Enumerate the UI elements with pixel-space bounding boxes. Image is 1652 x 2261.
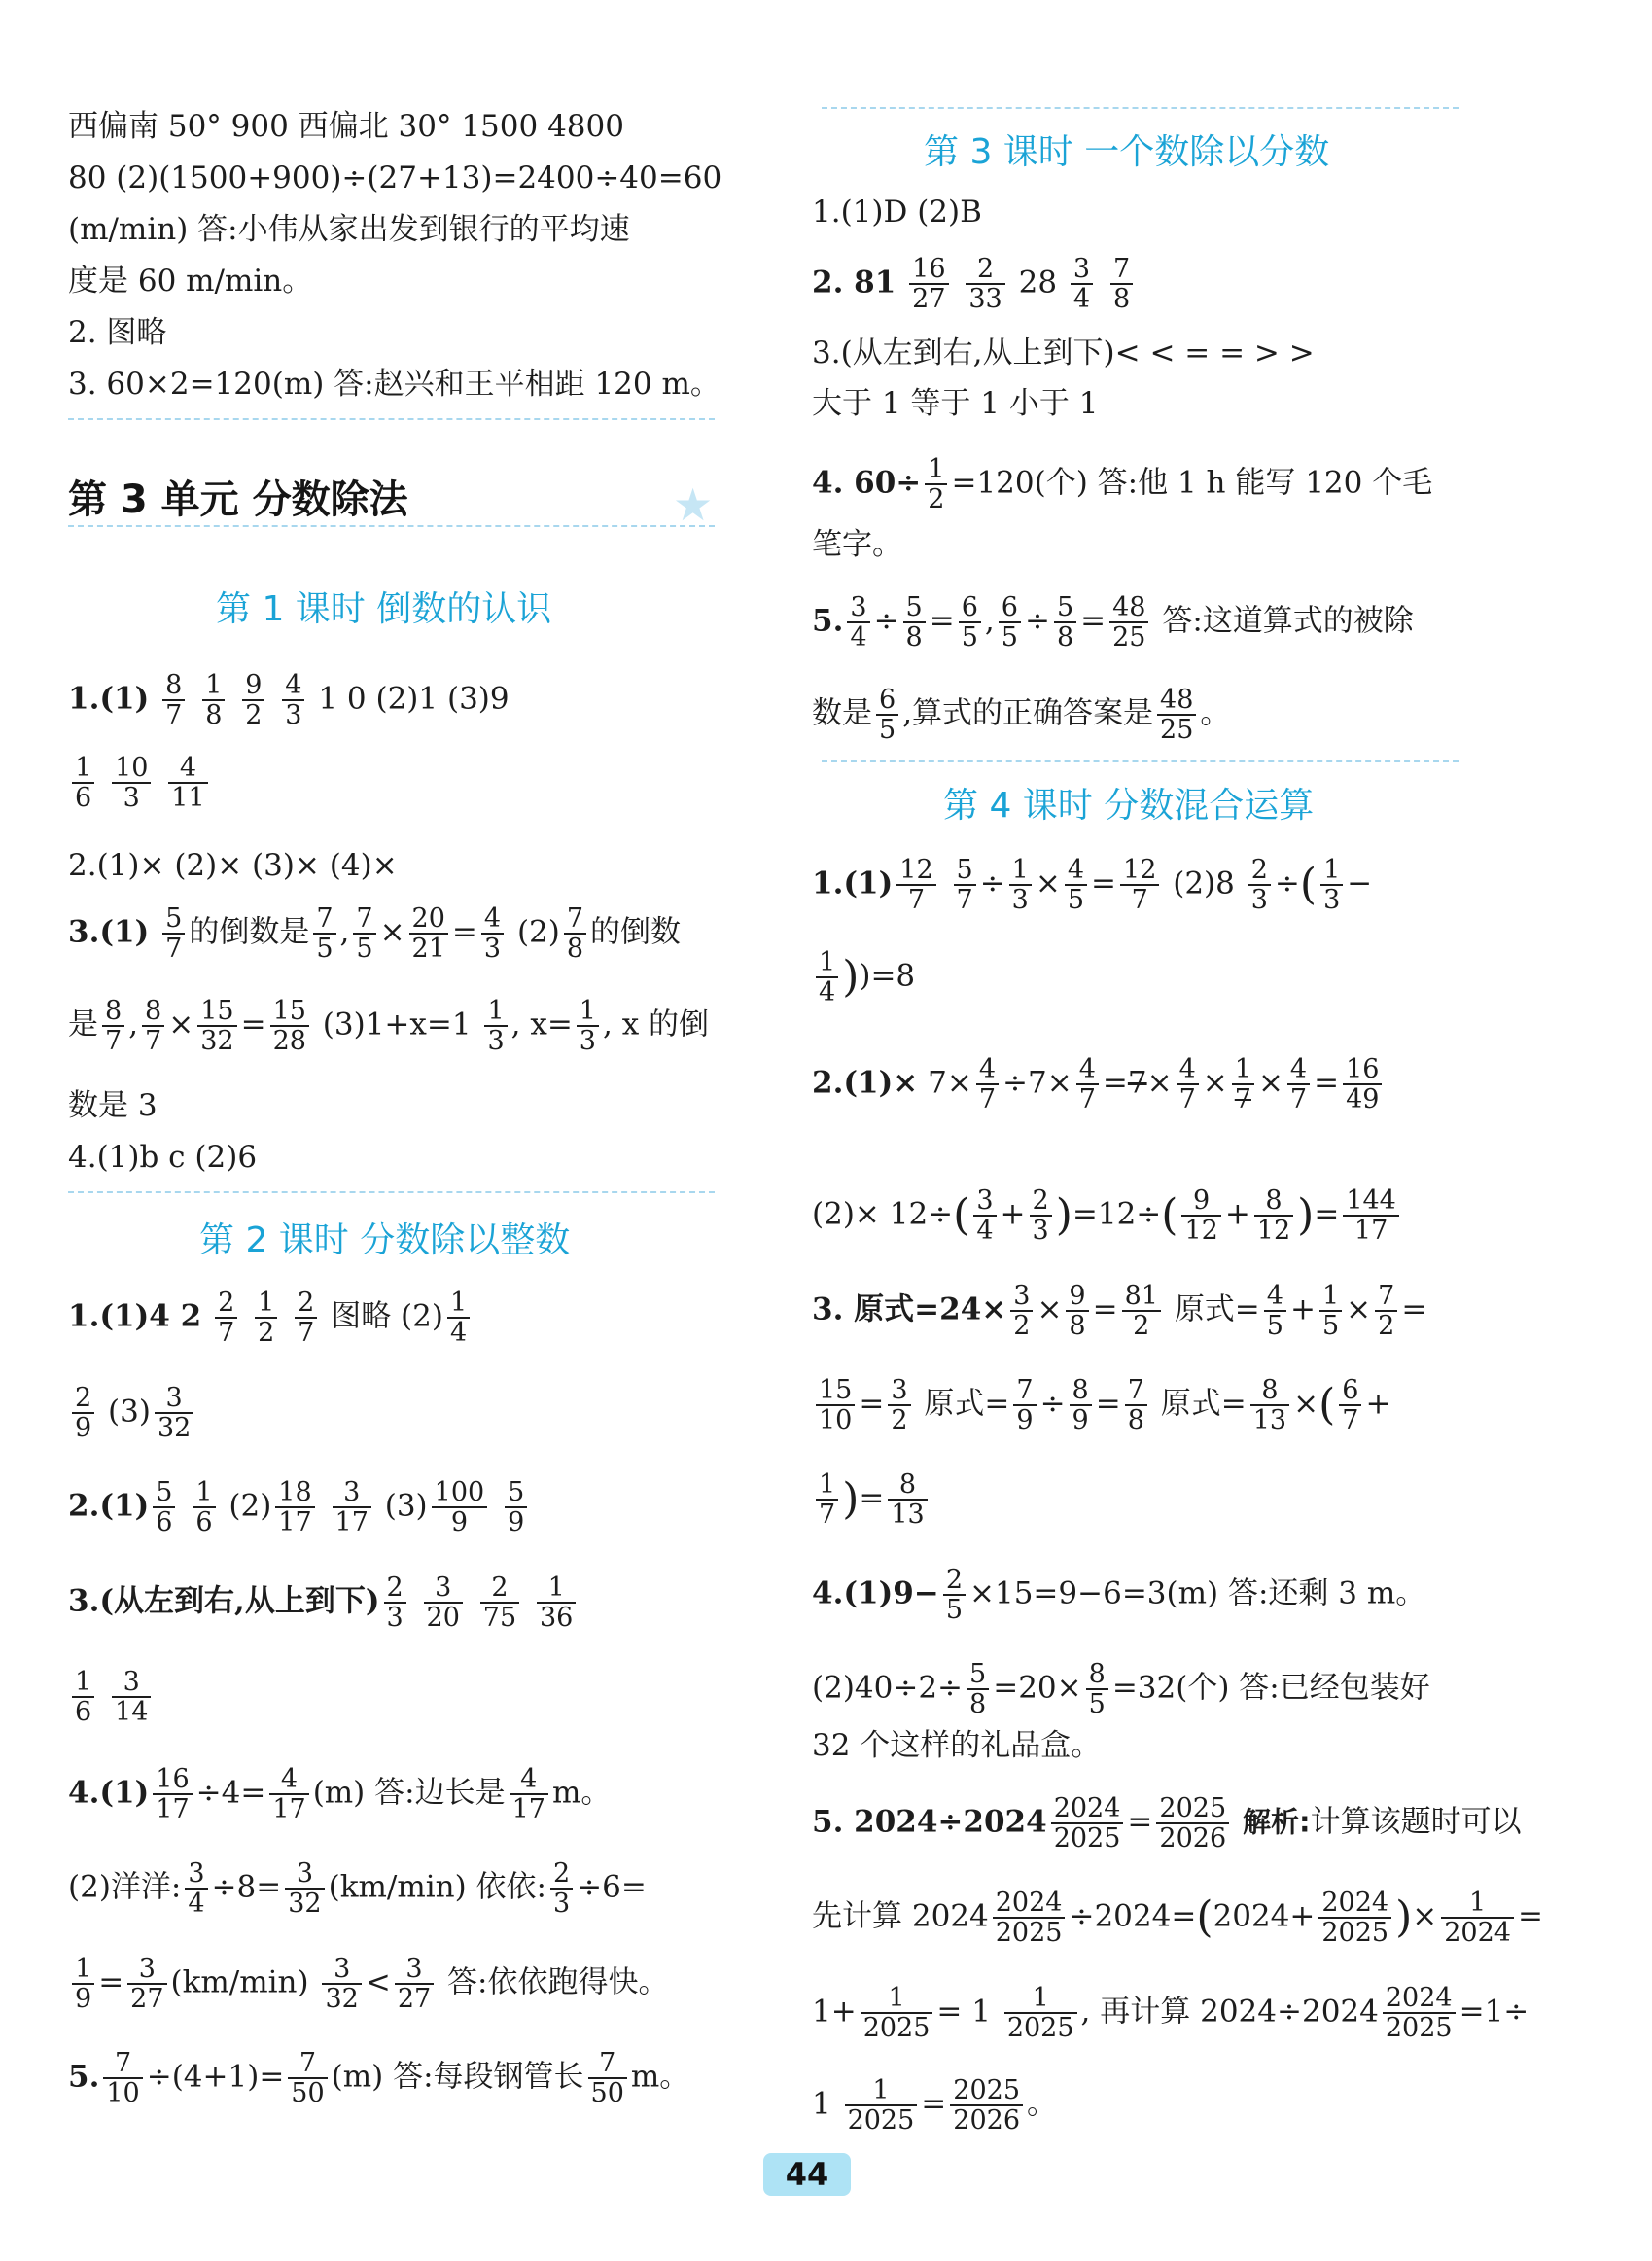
lesson3-title: 第 3 课时 一个数除以分数 <box>924 132 1330 172</box>
l3-q4: 4. 60÷ $\frac{1}{2}$ =120(个) 答:他 1 h 能写 120 个毛 <box>812 454 1433 515</box>
intro-line-1: 西偏南 50° 900 西偏北 30° 1500 4800 <box>68 109 624 144</box>
l4-q3-line1: 3. 原式=24× $\frac{3}{2}$ × $\frac{9}{8}$ = $\frac{81}{2}$ 原式= $\frac{4}{5}$ + $\frac{1}{5}$ × $\frac{7}{2}$ = <box>812 1281 1427 1342</box>
l3-q5-line1: 5. $\frac{3}{4}$ ÷ $\frac{5}{8}$ = $\frac{6}{5}$ , $\frac{6}{5}$ ÷ $\frac{5}{8}$ = $\frac{48}{25}$ 答:这道算式的被除 <box>812 592 1414 654</box>
l4-q5-line1: 5. 2024÷2024 $\frac{2024}{2025}$ = $\frac{2025}{2026}$ 解析:计算该题时可以 <box>812 1793 1522 1855</box>
fraction: $\frac{4}{3}$ <box>282 671 304 729</box>
lesson4-title: 第 4 课时 分数混合运算 <box>943 786 1315 826</box>
l2-q1-line2: $\frac{2}{9}$ (3) $\frac{3}{32}$ <box>68 1384 197 1442</box>
l4-q2-line1: 2.(1)× 7× $\frac{4}{7}$ ÷7× $\frac{4}{7}$ =7× $\frac{4}{7}$ × $\frac{1}{7}$ × $\frac{4}{7}$ = $\frac{16}{49}$ <box>812 1055 1386 1113</box>
l4-q4-line1: 4.(1)9− $\frac{2}{5}$ ×15=9−6=3(m) 答:还剩 3 m。 <box>812 1565 1426 1626</box>
l2-q3-line2: $\frac{1}{6}$ $\frac{3}{14}$ <box>68 1668 155 1726</box>
l1-q2: 2.(1)× (2)× (3)× (4)× <box>68 848 398 883</box>
l4-q5-line2: 先计算 2024 $\frac{2024}{2025}$ ÷2024=(2024+ $\frac{2024}{2025}$ )× $\frac{1}{2024}$ = <box>812 1888 1543 1949</box>
divider <box>68 525 715 527</box>
intro-line-6: 3. 60×2=120(m) 答:赵兴和王平相距 120 m。 <box>68 367 721 402</box>
fraction: $\frac{9}{2}$ <box>242 671 264 729</box>
divider <box>822 760 1459 762</box>
divider <box>822 107 1459 109</box>
fraction: $\frac{4}{11}$ <box>168 754 207 812</box>
lesson1-title: 第 1 课时 倒数的认识 <box>216 589 552 629</box>
divider <box>68 418 715 420</box>
l1-q3-line1: 3.(1) $\frac{5}{7}$ 的倒数是 $\frac{7}{5}$ , $\frac{7}{5}$ × $\frac{20}{21}$ = $\frac{4}{3}$ (2) $\frac{7}{8}$ 的倒数 <box>68 903 682 965</box>
l3-q2: 2. 81 $\frac{16}{27}$ $\frac{2}{33}$ 28 $\frac{3}{4}$ $\frac{7}{8}$ <box>812 255 1137 313</box>
l2-q3-line1: 3.(从左到右,从上到下) $\frac{2}{3}$ $\frac{3}{20}$ $\frac{2}{75}$ $\frac{1}{36}$ <box>68 1573 580 1632</box>
l2-q4-line2: (2)洋洋: $\frac{3}{4}$ ÷8= $\frac{3}{32}$ (km/min) 依依: $\frac{2}{3}$ ÷6= <box>68 1858 647 1920</box>
l1-q3-line2: 是 $\frac{8}{7}$ , $\frac{8}{7}$ × $\frac{15}{32}$ = $\frac{15}{28}$ (3)1+x=1 $\frac{1}{3}$ , x= $\frac{1}{3}$ , x 的倒 <box>68 996 710 1057</box>
fraction: $\frac{1}{8}$ <box>202 671 225 729</box>
l3-q4c: 笔字。 <box>812 527 902 562</box>
page-number: 44 <box>763 2153 851 2196</box>
l1-q4: 4.(1)b c (2)6 <box>68 1140 258 1175</box>
intro-line-3: (m/min) 答:小伟从家出发到银行的平均速 <box>68 212 630 247</box>
l4-q1-line2: $\frac{1}{4}$ ))=8 <box>812 948 915 1007</box>
intro-line-2: 80 (2)(1500+900)÷(27+13)=2400÷40=60 <box>68 160 722 195</box>
l2-q2: 2.(1) $\frac{5}{6}$ $\frac{1}{6}$ (2) $\frac{18}{17}$ $\frac{3}{17}$ (3) $\frac{100}{9}$ $\frac{5}{9}$ <box>68 1478 531 1537</box>
l4-q5-line4: 1 $\frac{1}{2025}$ = $\frac{2025}{2026}$ 。 <box>812 2075 1057 2137</box>
l4-q1-line1: 1.(1) $\frac{12}{7}$ $\frac{5}{7}$ ÷ $\frac{1}{3}$ × $\frac{4}{5}$ = $\frac{12}{7}$ (2)8 $\frac{2}{3}$ ÷( $\frac{1}{3}$ − <box>812 855 1373 916</box>
l4-q3-line2: $\frac{15}{10}$ = $\frac{3}{2}$ 原式= $\frac{7}{9}$ ÷ $\frac{8}{9}$ = $\frac{7}{8}$ 原式= $\frac{8}{13}$ ×( $\frac{6}{7}$ + <box>812 1376 1390 1434</box>
l4-q4-line3: 32 个这样的礼品盒。 <box>812 1728 1102 1763</box>
l1-q1-line1: 1.(1) $\frac{8}{7}$ $\frac{1}{8}$ $\frac{9}{2}$ $\frac{4}{3}$ 1 0 (2)1 (3)9 <box>68 670 510 731</box>
l4-q2-line2: (2)× 12÷( $\frac{3}{4}$ + $\frac{2}{3}$ )=12÷( $\frac{9}{12}$ + $\frac{8}{12}$ )= $\frac{144}{17}$ <box>812 1186 1403 1245</box>
fraction: $\frac{8}{7}$ <box>162 671 185 729</box>
l4-q5-line3: 1+ $\frac{1}{2025}$ = 1 $\frac{1}{2025}$ , 再计算 2024÷2024 $\frac{2024}{2025}$ =1÷ <box>812 1983 1529 2044</box>
l3-q1: 1.(1)D (2)B <box>812 194 982 230</box>
l2-q5: 5. $\frac{7}{10}$ ÷(4+1)= $\frac{7}{50}$ (m) 答:每段钢管长 $\frac{7}{50}$ m。 <box>68 2048 690 2109</box>
fraction: $\frac{10}{3}$ <box>112 754 151 812</box>
l3-q5-line2: 数是 $\frac{6}{5}$ ,算式的正确答案是 $\frac{48}{25}$ 。 <box>812 685 1231 746</box>
l4-q3-line3: $\frac{1}{7}$ )= $\frac{8}{13}$ <box>812 1470 931 1529</box>
lesson2-title: 第 2 课时 分数除以整数 <box>199 1220 571 1260</box>
unit-title: 第 3 单元 分数除法 <box>68 477 408 522</box>
l3-q3: 3.(从左到右,从上到下)< < = = > > <box>812 336 1315 371</box>
intro-line-4: 度是 60 m/min。 <box>68 264 313 299</box>
l1-q3-line3: 数是 3 <box>68 1088 158 1123</box>
l2-q4-line1: 4.(1) $\frac{16}{17}$ ÷4= $\frac{4}{17}$ (m) 答:边长是 $\frac{4}{17}$ m。 <box>68 1764 612 1825</box>
intro-line-5: 2. 图略 <box>68 315 167 350</box>
fraction: $\frac{1}{6}$ <box>72 754 94 812</box>
l2-q4-line3: $\frac{1}{9}$ = $\frac{3}{27}$ (km/min) $\frac{3}{32}$ < $\frac{3}{27}$ 答:依依跑得快。 <box>68 1955 669 2013</box>
divider <box>68 1191 715 1193</box>
l4-q4-line2: (2)40÷2÷ $\frac{5}{8}$ =20× $\frac{8}{5}$ =32(个) 答:已经包装好 <box>812 1659 1430 1720</box>
star-icon: ★ <box>673 478 714 531</box>
l1-q1-line2 <box>68 754 212 812</box>
l2-q1-line1: 1.(1)4 2 $\frac{2}{7}$ $\frac{1}{2}$ $\frac{2}{7}$ 图略 (2) $\frac{1}{4}$ <box>68 1289 474 1347</box>
l3-q3b: 大于 1 等于 1 小于 1 <box>812 386 1099 421</box>
